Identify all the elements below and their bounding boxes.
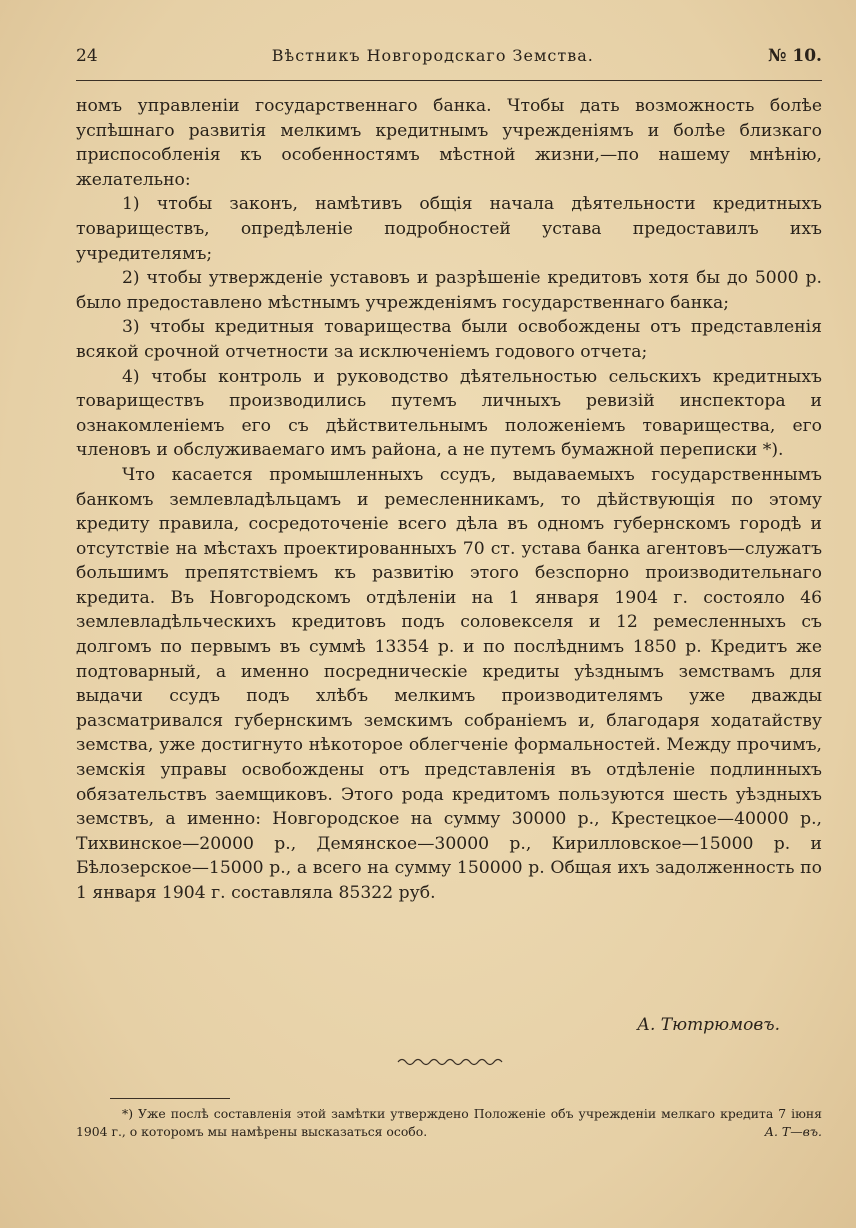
paragraph-continuation: номъ управленіи государственнаго банка. Чтобы дать возможность болѣе успѣшнаго развитія мелкимъ кредитнымъ учрежденіямъ и болѣе близкаго приспособленія къ особенностямъ мѣстной жизни,—по нашему мнѣнію, желательно: xyxy=(76,96,822,190)
issue-number: № 10. xyxy=(768,46,822,66)
list-item-2: 2) чтобы утвержденіе уставовъ и разрѣшеніе кредитовъ хотя бы до 5000 р. было предоставлено мѣстнымъ учрежденіямъ государственнаго банка; xyxy=(76,268,822,313)
article-body xyxy=(76,94,822,906)
decorative-wave-divider xyxy=(396,1056,506,1068)
running-header xyxy=(76,46,822,81)
list-item-1: 1) чтобы законъ, намѣтивъ общія начала дѣятельности кредитныхъ товариществъ, опредѣленіе подробностей устава предоставилъ ихъ учредителямъ; xyxy=(76,194,822,264)
page-number: 24 xyxy=(76,46,98,66)
author-signature: А. Тютрюмовъ. xyxy=(637,1015,780,1035)
paragraph-industrial-loans: Что касается промышленныхъ ссудъ, выдаваемыхъ государственнымъ банкомъ землевладѣльцамъ и ремесленникамъ, то дѣйствующія по этому кредиту правила, сосредоточеніе всего дѣла въ одномъ губернскомъ городѣ и отсутствіе на мѣстахъ проектированныхъ 70 ст. устава банка агентовъ—служатъ большимъ препятствіемъ къ развитію этого безспорно производительнаго кредита. Въ Новгородскомъ отдѣленіи на 1 января 1904 г. состояло 46 землевладѣльческихъ кредитовъ подъ соловекселя и 12 ремесленныхъ съ долгомъ по первымъ въ суммѣ 13354 р. и по послѣднимъ 1850 р. Кредитъ же подтоварный, а именно посредническіе кредиты уѣзднымъ земствамъ для выдачи ссудъ подъ хлѣбъ мелкимъ производителямъ уже дважды разсматривался губернскимъ земскимъ собраніемъ и, благодаря ходатайству земства, уже достигнуто нѣкоторое облегченіе формальностей. Между прочимъ, земскія управы освобождены отъ представленія въ отдѣленіе подлинныхъ обязательствъ заемщиковъ. Этого рода кредитомъ пользуются шесть уѣздныхъ земствъ, а именно: Новгородское на сумму 30000 р., Крестецкое—40000 р., Тихвинское—20000 р., Демянское—30000 р., Кирилловское—15000 р. и Бѣлозерское—15000 р., а всего на сумму 150000 р. Общая ихъ задолженность по 1 января 1904 г. составляла 85322 руб. xyxy=(76,464,822,903)
footnote-separator xyxy=(110,1098,230,1099)
footnote-signature: А. Т—въ. xyxy=(764,1124,822,1139)
footnote-text: *) Уже послѣ составленія этой замѣтки утверждено Положеніе объ учрежденіи мелкаго кредита 7 іюня 1904 г., о которомъ мы намѣрены высказаться особо. xyxy=(76,1106,822,1139)
list-item-3: 3) чтобы кредитныя товарищества были освобождены отъ представленія всякой срочной отчетности за исключеніемъ годового отчета; xyxy=(76,317,822,362)
footnote xyxy=(76,1105,822,1141)
journal-title: Вѣстникъ Новгородскаго Земства. xyxy=(271,46,594,65)
list-item-4: 4) чтобы контроль и руководство дѣятельностью сельскихъ кредитныхъ товариществъ производились путемъ личныхъ ревизій инспектора и ознакомленіемъ его съ дѣйствительнымъ положеніемъ товарищества, его членовъ и обслуживаемаго имъ района, а не путемъ бумажной переписки *). xyxy=(76,366,822,461)
